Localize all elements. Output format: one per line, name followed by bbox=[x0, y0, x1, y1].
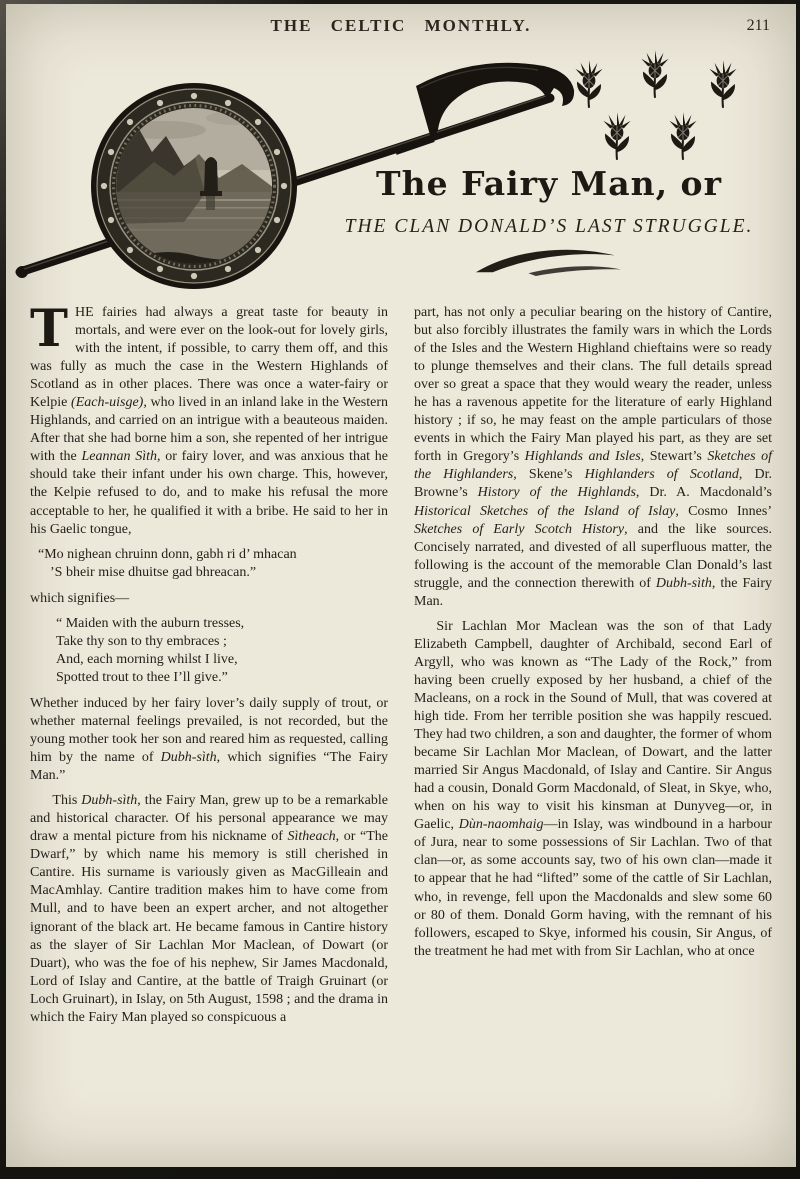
verse bbox=[56, 615, 388, 687]
italic-text: Sketches of Early Scotch History bbox=[414, 521, 625, 537]
thistle-icon bbox=[638, 48, 672, 100]
text-run: , or “The Dwarf,” by which name his memory is still cherished in Cantire. His surname is variously given as MacGilleain and MacAmhlay. Cantire tradition makes him to have come from Mull, and to have been an expert archer, and not altogether ignorant of the black art. He became famous in Cantire history as the slayer of Sir Lachlan Mor Maclean, of Dowart (or Duart), who was the foe of his nephew, Sir James Macdonald, Lord of Islay and Cantire, at the battle of Traigh Gruinart (or Loch Gruinart), in Islay, on 5th August, 1598 ; and the drama in which the Fairy Man played so conspicuous a bbox=[30, 829, 388, 1025]
italic-text: Sìtheach bbox=[287, 829, 336, 845]
paragraph bbox=[30, 590, 388, 608]
verse-line: “Mo nighean chruinn donn, gabh ri d’ mhacan bbox=[38, 546, 297, 562]
thistle-icon bbox=[572, 58, 606, 110]
text-run: , Dr. Browne’s bbox=[414, 467, 772, 501]
text-run: , who lived in an inland lake in the Western Highlands, and carried on an intrigue with a beauteous maiden. After that she had borne him a son, she repented of her intrigue with the bbox=[30, 395, 388, 465]
verse-line: And, each morning whilst I live, bbox=[56, 651, 238, 667]
italic-text: Highlanders of Scotland bbox=[584, 467, 739, 483]
text-run: , Stewart’s bbox=[640, 449, 708, 465]
page-header bbox=[30, 16, 772, 42]
thistle-icon bbox=[600, 110, 634, 162]
masthead bbox=[30, 42, 772, 294]
targe-shield-icon bbox=[91, 83, 297, 289]
paragraph bbox=[414, 618, 772, 961]
page-number: 211 bbox=[746, 17, 770, 34]
article-title-block bbox=[326, 164, 772, 283]
italic-text: Historical Sketches of the Island of Islay bbox=[414, 503, 676, 519]
text-run: —in Islay, was windbound in a harbour of Jura, near to some possessions of Sir Lachlan. Two of that clan—or, as some accounts say, two of his own clan—made it to appear that he had “lifted” some of the cattle of Sir Lachlan, who, in revenge, fell upon the Macdonalds and slew some 60 or 80 of them. Donald Gorm having, with the remnant of his followers, escaped to Skye, informed his cousin, Sir Angus, of the treatment he had met with from Sir Lachlan, who at once bbox=[414, 817, 773, 959]
magazine-page bbox=[6, 4, 796, 1167]
thistle-icon bbox=[706, 58, 740, 110]
italic-text: Highlands and Isles bbox=[524, 449, 641, 465]
verse-line: Spotted trout to thee I’ll give.” bbox=[56, 669, 228, 685]
italic-text: (Each-uisge) bbox=[71, 395, 144, 411]
verse-line: “ Maiden with the auburn tresses, bbox=[56, 615, 245, 631]
text-run: which signifies— bbox=[30, 590, 130, 606]
journal-title: THE CELTIC MONTHLY. bbox=[270, 16, 532, 35]
text-run: , Skene’s bbox=[513, 467, 585, 483]
text-run: , Cosmo Innes’ bbox=[675, 503, 772, 519]
thistle-ornaments bbox=[566, 46, 772, 166]
verse-line: ’S bheir mise dhuitse gad bhreacan.” bbox=[50, 564, 257, 580]
article-subtitle: THE CLAN DONALD’S LAST STRUGGLE. bbox=[344, 216, 754, 237]
drop-cap-initial: T bbox=[30, 299, 68, 359]
verse bbox=[38, 546, 388, 582]
thistle-icon bbox=[666, 110, 700, 162]
text-run: This bbox=[52, 793, 82, 809]
paragraph bbox=[414, 304, 772, 611]
article-title: The Fairy Man, or bbox=[376, 164, 722, 203]
italic-text: Dubh-sìth bbox=[655, 575, 712, 591]
italic-text: Dubh-sìth bbox=[160, 750, 217, 766]
text-run: Whether induced by her fairy lover’s daily supply of trout, or whether maternal feelings prevailed, is not recorded, but the young mother took her son and reared him as requested, calling him by the name of bbox=[30, 695, 388, 766]
text-run: , the Fairy Man. bbox=[414, 575, 773, 609]
right-column bbox=[414, 304, 772, 1034]
verse-line: Take thy son to thy embraces ; bbox=[56, 633, 227, 649]
paragraph bbox=[30, 695, 388, 785]
pen-flourish-icon bbox=[474, 244, 624, 278]
italic-text: Dubh-sìth bbox=[81, 793, 138, 809]
text-run: , the Fairy Man, grew up to be a remarkable and historical character. Of his personal appearance we may draw a mental picture from his nickname of bbox=[30, 793, 388, 845]
text-run: , which signifies “The Fairy Man.” bbox=[30, 750, 388, 784]
italic-text: Leannan Sìth bbox=[81, 449, 158, 465]
text-run: , Dr. A. Macdonald’s bbox=[635, 485, 772, 501]
paragraph bbox=[30, 299, 388, 539]
left-column bbox=[30, 299, 388, 1034]
text-run: , or fairy lover, and was anxious that he should take their infant under his own charge. This, however, the Kelpie refused to do, and to make his refusal the more acceptable to her, he qualified it with a bribe. He said to her in his Gaelic tongue, bbox=[30, 449, 388, 537]
text-run: Sir Lachlan Mor Maclean was the son of that Lady Elizabeth Campbell, daughter of Archibald, second Earl of Argyll, who was known as “The Lady of the Rock,” from having been cruelly exposed by her husband, a chief of the Macleans, on a rock in the Sound of Mull, that was covered at high tide. From her terrible position she was happily rescued. They had two children, a son and daughter, the former of whom became Sir Lachlan Mor Maclean, of Dowart, and the latter married Sir Angus Macdonald, of Islay and Cantire. Sir Angus had a cousin, Donald Gorm Macdonald, of Sleat, in Skye, who, when on his way to visit his kinsman at Dunyveg—or, in Gaelic, bbox=[414, 618, 772, 833]
text-run: part, has not only a peculiar bearing on the history of Cantire, but also forcibly illustrates the family wars in which the Lords of the Isles and the Western Highland chieftains were so ready to plunge themselves and their clans. The full details spread over so great a space that they would weary the reader, unless he has a ravenous appetite for the literature of early Highland history ; if so, he may feast on the ample particulars of those events in which the Fairy Man played his part, as they are set forth in Gregory’s bbox=[414, 305, 772, 465]
paragraph bbox=[30, 792, 388, 1027]
article-body bbox=[30, 299, 773, 1034]
italic-text: Dùn-naomhaig bbox=[458, 817, 544, 833]
text-run: HE fairies had always a great taste for beauty in mortals, and were ever on the look-out for lovely girls, with the intent, if possible, to carry them off, and this was fully as much the case in the Western Highlands of Scotland as in other places. There was once a water-fairy or Kelpie bbox=[30, 305, 388, 411]
text-run: , and the like sources. Concisely narrated, and divested of all superfluous matter, the following is the account of the memorable Clan Donald’s last struggle, and the connection therewith of bbox=[414, 521, 772, 591]
italic-text: History of the Highlands bbox=[477, 485, 636, 501]
italic-text: Sketches of the Highlanders bbox=[414, 449, 772, 483]
